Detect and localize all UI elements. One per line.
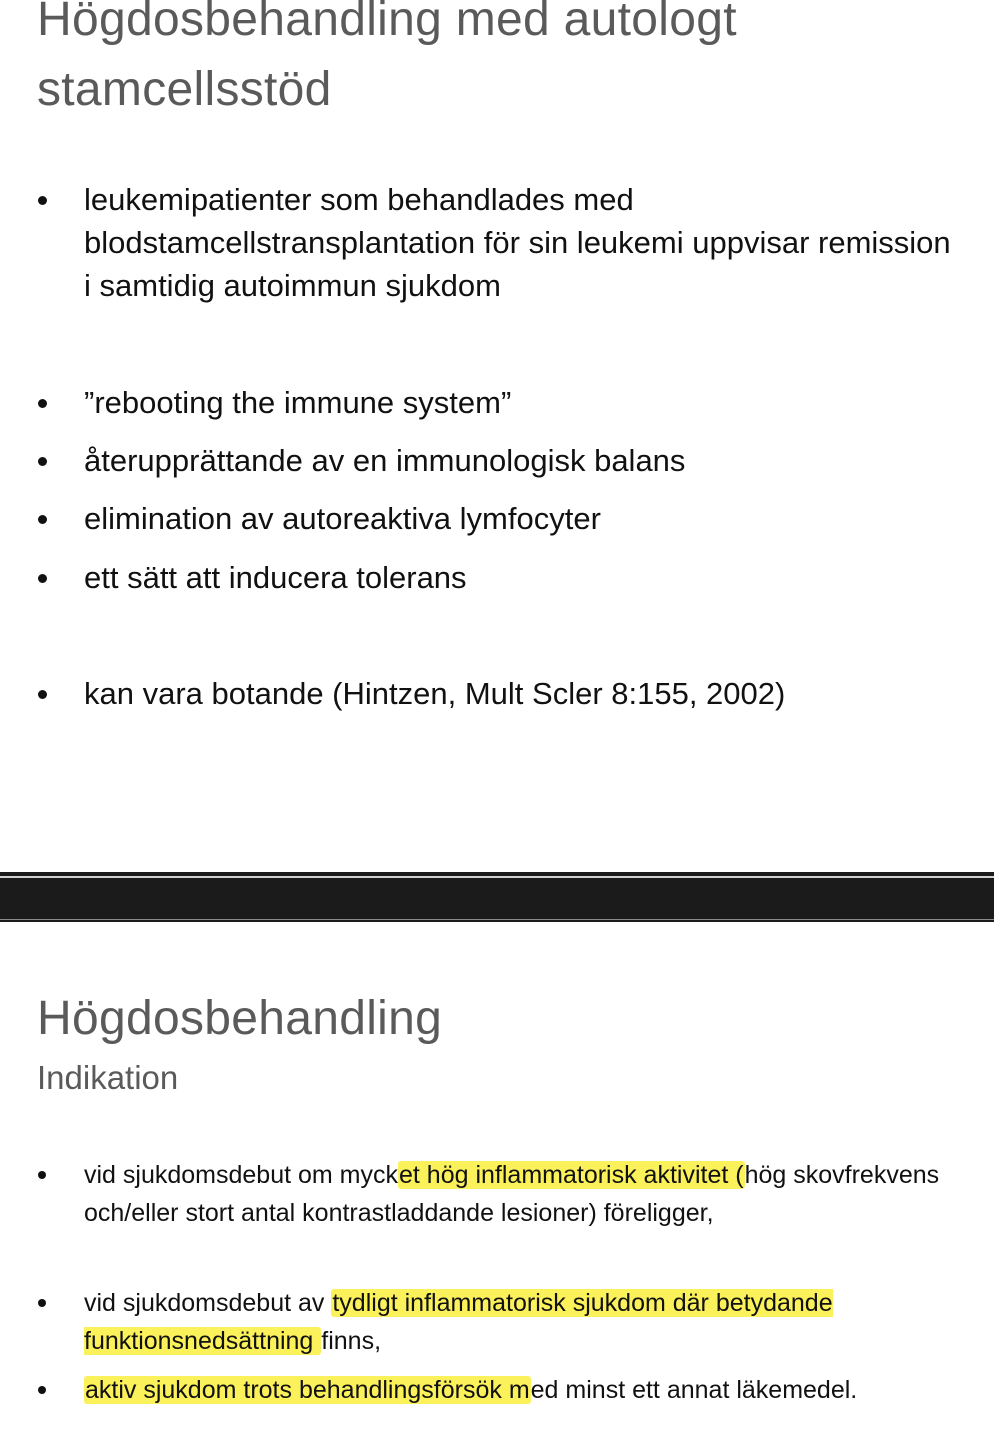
slide-2 — [0, 922, 994, 1456]
bullet-icon — [38, 690, 47, 699]
list-item — [36, 381, 964, 424]
bullet-icon — [38, 1171, 46, 1179]
list-item — [36, 1284, 964, 1360]
list-item-text-before: vid sjukdomsdebut av — [84, 1289, 332, 1317]
bullet-icon — [38, 196, 47, 205]
slide-divider — [0, 872, 994, 922]
list-item-text: ”rebooting the immune system” — [84, 385, 512, 420]
bullet-icon — [38, 515, 47, 524]
list-item — [36, 672, 964, 715]
bullet-icon — [38, 1299, 46, 1307]
slide-2-title: Högdosbehandling — [37, 992, 443, 1045]
slide-1-title: Högdosbehandling med autologt stamcellsstöd — [37, 0, 737, 116]
bullet-icon — [38, 457, 47, 466]
list-item — [36, 1156, 964, 1232]
list-item — [36, 1371, 964, 1409]
highlighted-text: tydligt inflammatorisk sjukdom där betydande funktionsnedsättning — [84, 1289, 833, 1355]
list-item — [36, 556, 964, 599]
highlighted-text: et hög inflammatorisk aktivitet ( — [399, 1161, 744, 1189]
bullet-icon — [38, 574, 47, 583]
list-item-text: återupprättande av en immunologisk balans — [84, 443, 686, 478]
list-item-text-after: hög skovfrekvens och/eller stort antal kontrastladdande lesioner) föreligger, — [84, 1161, 940, 1227]
list-item — [36, 497, 964, 540]
highlighted-text: aktiv sjukdom trots behandlingsförsök m — [85, 1376, 530, 1404]
bullet-icon — [38, 399, 47, 408]
list-item-text: ett sätt att inducera tolerans — [84, 560, 467, 595]
list-item-text-after: ed minst ett annat läkemedel. — [530, 1376, 858, 1404]
list-item — [36, 178, 964, 307]
list-item-text: elimination av autoreaktiva lymfocyter — [84, 501, 601, 536]
list-item — [36, 439, 964, 482]
list-item-text: leukemipatienter som behandlades med blodstamcellstransplantation för sin leukemi uppvisar remission i samtidig autoimmun sjukdom — [84, 182, 951, 303]
bullet-icon — [38, 1386, 46, 1394]
list-item-text-before: vid sjukdomsdebut om myck — [84, 1161, 399, 1189]
slide-2-subtitle: Indikation — [37, 1059, 179, 1096]
list-item-text-after: finns, — [321, 1327, 382, 1355]
list-item-text: kan vara botande (Hintzen, Mult Scler 8:155, 2002) — [84, 676, 786, 711]
